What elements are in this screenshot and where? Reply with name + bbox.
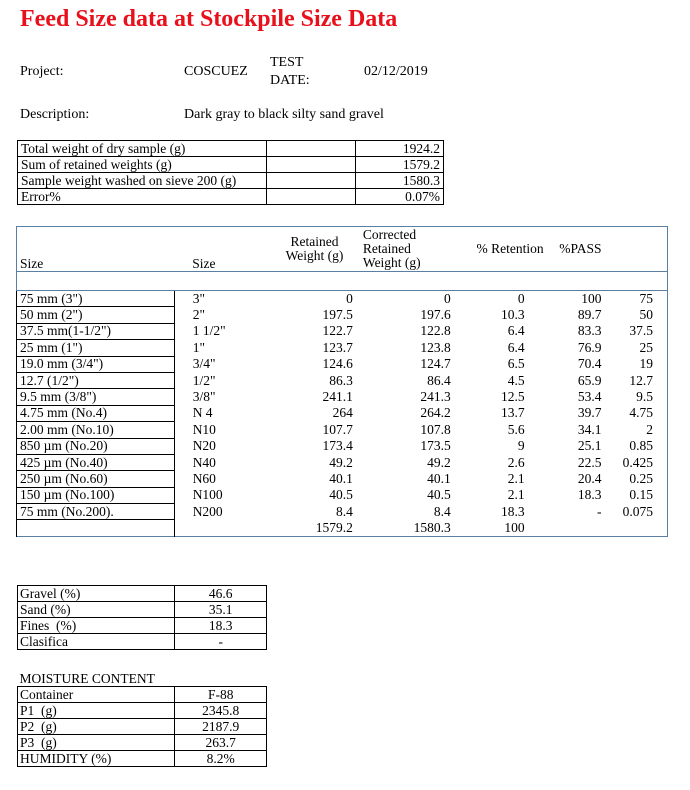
pass-percent: 76.9 <box>577 339 602 355</box>
sieve-row <box>17 454 668 470</box>
summary-label: Sample weight washed on sieve 200 (g) <box>18 173 267 189</box>
retention-percent: 5.6 <box>507 421 525 437</box>
sieve-designation: N60 <box>192 470 216 486</box>
sieve-size: 37.5 mm(1-1/2") <box>17 323 175 339</box>
retained-weight: 107.7 <box>322 421 353 437</box>
sieve-row <box>17 356 668 372</box>
size-mm: 0.15 <box>629 487 653 503</box>
date-label: DATE: <box>270 73 310 88</box>
summary-label: Error% <box>18 189 267 205</box>
corrected-weight: 264.2 <box>420 405 451 421</box>
size-mm: 25 <box>639 339 653 355</box>
col-header-blank <box>602 227 668 272</box>
summary-blank <box>266 141 355 157</box>
gradation-label: Sand (%) <box>18 602 175 618</box>
moisture-row <box>18 751 267 767</box>
size-mm: 2 <box>646 421 653 437</box>
sieve-row <box>17 340 668 356</box>
size-mm: 9.5 <box>636 389 653 405</box>
summary-blank <box>266 173 355 189</box>
retention-percent: 9 <box>517 438 525 454</box>
moisture-value: 2345.8 <box>175 703 267 719</box>
sieve-designation: N 4 <box>192 405 213 421</box>
sieve-size: 12.7 (1/2") <box>17 372 175 388</box>
gradation-summary-table <box>17 585 267 650</box>
moisture-row <box>18 719 267 735</box>
page-title: Feed Size data at Stockpile Size Data <box>20 6 398 32</box>
col-header-size: Size <box>17 227 175 272</box>
summary-row <box>18 157 444 173</box>
retention-percent: 13.7 <box>500 405 525 421</box>
pass-percent: 70.4 <box>577 356 602 372</box>
pass-percent: 89.7 <box>577 307 602 323</box>
retained-weight: 173.4 <box>322 438 353 454</box>
sieve-size: 4.75 mm (No.4) <box>17 405 175 421</box>
sieve-row <box>17 389 668 405</box>
pass-percent: 39.7 <box>577 405 602 421</box>
size-mm: 12.7 <box>629 372 653 388</box>
sieve-size: 75 mm (3") <box>17 291 175 307</box>
summary-value: 0.07% <box>356 189 444 205</box>
sieve-size: 150 µm (No.100) <box>17 487 175 503</box>
moisture-label: HUMIDITY (%) <box>18 751 175 767</box>
pass-percent: 83.3 <box>577 323 602 339</box>
sieve-designation: N200 <box>192 503 223 519</box>
retention-percent: 6.4 <box>507 323 525 339</box>
corrected-weight: 49.2 <box>427 454 451 470</box>
sieve-header-row <box>17 227 668 272</box>
sieve-size: 75 mm (No.200). <box>17 504 175 520</box>
sieve-row <box>17 422 668 438</box>
corrected-weight: 107.8 <box>420 421 451 437</box>
moisture-row <box>18 687 267 703</box>
retained-weight: 241.1 <box>322 389 353 405</box>
retention-percent: 2.1 <box>507 487 525 503</box>
pass-percent: 22.5 <box>577 454 602 470</box>
sieve-row <box>17 471 668 487</box>
summary-blank <box>266 157 355 173</box>
size-mm: 0.425 <box>622 454 653 470</box>
moisture-row <box>18 703 267 719</box>
retained-weight: 264 <box>332 405 353 421</box>
corrected-weight: 241.3 <box>420 389 451 405</box>
gradation-row <box>18 586 267 602</box>
totals-row <box>17 520 668 536</box>
pass-percent: 20.4 <box>577 470 602 486</box>
sieve-designation: N40 <box>192 454 216 470</box>
totals-blank <box>17 520 175 536</box>
test-date-value: 02/12/2019 <box>364 64 428 79</box>
sieve-size: 50 mm (2") <box>17 307 175 323</box>
sieve-designation: 1" <box>192 339 205 355</box>
gradation-label: Gravel (%) <box>18 586 175 602</box>
gradation-value: - <box>175 634 267 650</box>
moisture-title: MOISTURE CONTENT <box>19 670 155 686</box>
pass-percent: 25.1 <box>577 438 602 454</box>
moisture-value: F-88 <box>175 687 267 703</box>
retention-percent: 4.5 <box>507 372 525 388</box>
sieve-designation: N100 <box>192 487 223 503</box>
sieve-row <box>17 405 668 421</box>
corrected-weight: 173.5 <box>420 438 451 454</box>
sieve-analysis-table <box>16 226 668 537</box>
size-mm: 0.25 <box>629 470 653 486</box>
sieve-size: 250 µm (No.60) <box>17 471 175 487</box>
total-corrected: 1580.3 <box>413 519 451 535</box>
sieve-designation: N10 <box>192 421 216 437</box>
sieve-designation: N20 <box>192 438 216 454</box>
corrected-weight: 40.5 <box>427 487 451 503</box>
test-date-label <box>270 54 310 90</box>
total-retained: 1579.2 <box>315 519 353 535</box>
sieve-row <box>17 487 668 503</box>
summary-value: 1580.3 <box>356 173 444 189</box>
sieve-row <box>17 291 668 307</box>
retained-weight: 40.1 <box>329 470 353 486</box>
size-mm: 37.5 <box>629 323 653 339</box>
sample-summary-table <box>17 140 444 205</box>
pass-percent: - <box>597 503 602 519</box>
retained-weight: 123.7 <box>322 339 353 355</box>
retained-weight: 197.5 <box>322 307 353 323</box>
col-header-corrected: Corrected Retained Weight (g) <box>359 227 455 272</box>
corrected-weight: 122.8 <box>420 323 451 339</box>
pass-percent: 53.4 <box>577 389 602 405</box>
summary-label: Total weight of dry sample (g) <box>18 141 267 157</box>
moisture-label: P2 (g) <box>18 719 175 735</box>
size-mm: 19 <box>639 356 653 372</box>
sieve-row <box>17 323 668 339</box>
sieve-designation: 3/4" <box>192 356 216 372</box>
project-label: Project: <box>20 64 64 79</box>
retention-percent: 6.5 <box>507 356 525 372</box>
gradation-row <box>18 602 267 618</box>
project-value: COSCUEZ <box>184 64 248 79</box>
sieve-size: 425 µm (No.40) <box>17 454 175 470</box>
gradation-value: 46.6 <box>175 586 267 602</box>
gradation-value: 18.3 <box>175 618 267 634</box>
retention-percent: 2.6 <box>507 454 525 470</box>
moisture-label: P3 (g) <box>18 735 175 751</box>
gradation-label: Clasifica <box>18 634 175 650</box>
corrected-weight: 0 <box>443 290 451 306</box>
moisture-content-table <box>17 671 267 767</box>
pass-percent: 100 <box>581 290 602 306</box>
sieve-designation: 1 1/2" <box>192 323 226 339</box>
gradation-row <box>18 618 267 634</box>
sieve-row <box>17 504 668 520</box>
test-label: TEST <box>270 55 304 70</box>
retention-percent: 12.5 <box>500 389 525 405</box>
sieve-size: 25 mm (1") <box>17 340 175 356</box>
summary-row <box>18 189 444 205</box>
size-mm: 50 <box>639 307 653 323</box>
totals-blank4 <box>602 520 668 536</box>
summary-row <box>18 141 444 157</box>
col-header-pass: %PASS <box>547 227 602 272</box>
size-mm: 75 <box>639 290 653 306</box>
retained-weight: 122.7 <box>322 323 353 339</box>
pass-percent: 18.3 <box>577 487 602 503</box>
retained-weight: 49.2 <box>329 454 353 470</box>
retention-percent: 6.4 <box>507 339 525 355</box>
sieve-row <box>17 438 668 454</box>
gradation-value: 35.1 <box>175 602 267 618</box>
gradation-row <box>18 634 267 650</box>
pass-percent: 34.1 <box>577 421 602 437</box>
pass-percent: 65.9 <box>577 372 602 388</box>
col-header-sieve: Size <box>174 227 246 272</box>
moisture-value: 2187.9 <box>175 719 267 735</box>
sieve-designation: 3" <box>192 290 205 306</box>
description-value: Dark gray to black silty sand gravel <box>184 107 384 122</box>
sieve-designation: 3/8" <box>192 389 216 405</box>
moisture-title-row <box>18 671 267 687</box>
sieve-spacer-row <box>17 272 668 291</box>
moisture-value: 263.7 <box>175 735 267 751</box>
corrected-weight: 8.4 <box>433 503 451 519</box>
sieve-designation: 2" <box>192 307 205 323</box>
summary-blank <box>266 189 355 205</box>
col-header-retained: Retained Weight (g) <box>246 227 359 272</box>
moisture-row <box>18 735 267 751</box>
retained-weight: 124.6 <box>322 356 353 372</box>
retention-percent: 18.3 <box>500 503 525 519</box>
sieve-row <box>17 372 668 388</box>
corrected-weight: 40.1 <box>427 470 451 486</box>
retained-weight: 40.5 <box>329 487 353 503</box>
totals-blank2 <box>174 520 246 536</box>
sieve-size: 2.00 mm (No.10) <box>17 422 175 438</box>
sieve-size: 9.5 mm (3/8") <box>17 389 175 405</box>
retained-weight: 86.3 <box>329 372 353 388</box>
size-mm: 0.85 <box>629 438 653 454</box>
sieve-row <box>17 307 668 323</box>
col-header-retention: % Retention <box>455 227 547 272</box>
corrected-weight: 86.4 <box>427 372 451 388</box>
sieve-size: 850 µm (No.20) <box>17 438 175 454</box>
summary-row <box>18 173 444 189</box>
moisture-label: P1 (g) <box>18 703 175 719</box>
retention-percent: 10.3 <box>500 307 525 323</box>
corrected-weight: 197.6 <box>420 307 451 323</box>
retention-percent: 2.1 <box>507 470 525 486</box>
moisture-value: 8.2% <box>175 751 267 767</box>
retained-weight: 8.4 <box>336 503 353 519</box>
summary-label: Sum of retained weights (g) <box>18 157 267 173</box>
total-retention: 100 <box>504 519 525 535</box>
retained-weight: 0 <box>346 290 353 306</box>
size-mm: 0.075 <box>622 503 653 519</box>
corrected-weight: 123.8 <box>420 339 451 355</box>
size-mm: 4.75 <box>629 405 653 421</box>
totals-blank3 <box>547 520 602 536</box>
gradation-label: Fines (%) <box>18 618 175 634</box>
corrected-weight: 124.7 <box>420 356 451 372</box>
summary-value: 1579.2 <box>356 157 444 173</box>
description-label: Description: <box>20 107 90 122</box>
retention-percent: 0 <box>517 290 525 306</box>
sieve-designation: 1/2" <box>192 372 216 388</box>
moisture-label: Container <box>18 687 175 703</box>
sieve-size: 19.0 mm (3/4") <box>17 356 175 372</box>
summary-value: 1924.2 <box>356 141 444 157</box>
